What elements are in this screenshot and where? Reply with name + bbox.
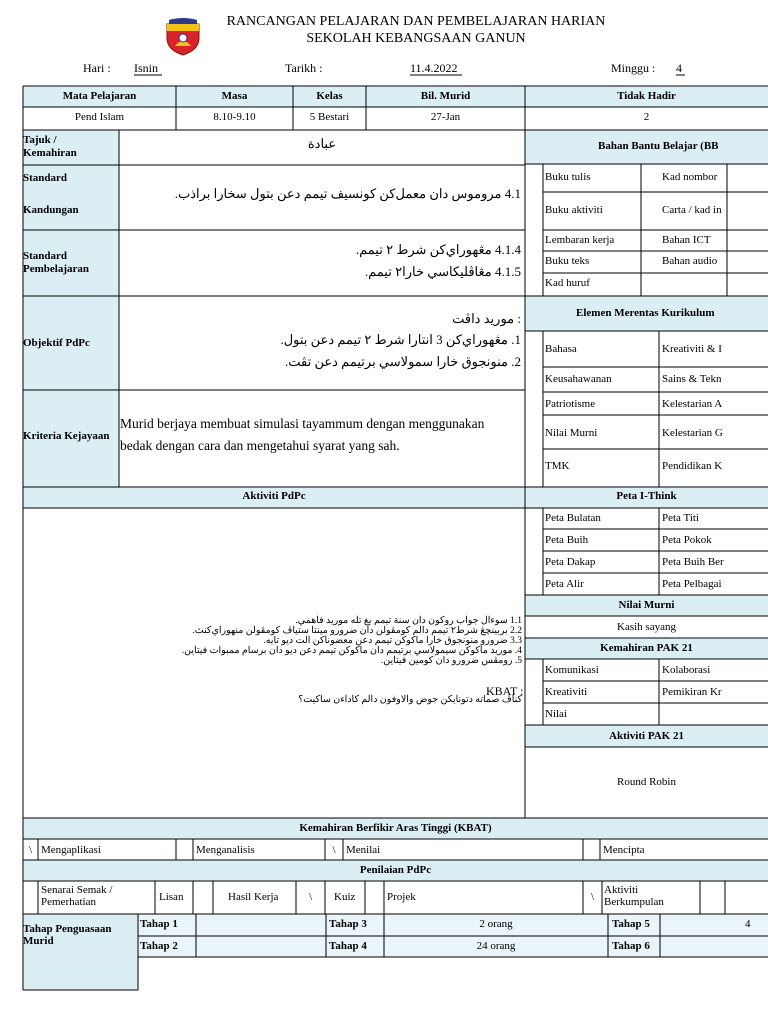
pak21-item[interactable]: Nilai: [545, 708, 567, 720]
tahap-5-value[interactable]: 4: [745, 918, 751, 930]
objektif-line-1[interactable]: 1. مڠهوراي‌كن 3 انتارا شرط ٢ تيمم دعن بتول.: [280, 332, 521, 347]
sp-line-1[interactable]: 4.1.4 مڠهوراي‌كن شرط ٢ تيمم.: [355, 242, 521, 257]
kbat-header: Kemahiran Berfikir Aras Tinggi (KBAT): [299, 822, 492, 834]
list-item[interactable]: 1.1 سوءال جواب روكون دان سنة تيمم يغ تله موريد فاهمي.: [295, 616, 522, 626]
penilaian-mark[interactable]: \: [308, 891, 313, 903]
masa-value[interactable]: 8.10-9.10: [213, 111, 256, 123]
ithink-item[interactable]: Peta Pokok: [662, 534, 712, 546]
kriteria-label: Kriteria Kejayaan: [23, 430, 110, 442]
list-item[interactable]: 2.2 بربينچڠ شرط٢ تيمم دالم كومڤولن دان ضرورو مينتا ستياڤ كومڤولن منهوراي‌كنث.: [192, 626, 522, 636]
col-masa: Masa: [221, 90, 248, 102]
tahap-3-value[interactable]: 2 orang: [479, 918, 513, 930]
tahap-2: Tahap 2: [140, 940, 178, 952]
sp-label-2: Pembelajaran: [23, 263, 89, 275]
penilaian-mark[interactable]: \: [590, 891, 595, 903]
ithink-item[interactable]: Peta Buih Ber: [662, 556, 724, 568]
penilaian-item: Projek: [387, 891, 416, 903]
kbat-mark[interactable]: \: [332, 844, 336, 856]
bbb-item[interactable]: Kad nombor: [662, 171, 718, 183]
pak21-item[interactable]: Kolaborasi: [662, 664, 711, 676]
kbat-mark[interactable]: \: [28, 844, 33, 856]
ithink-item[interactable]: Peta Dakap: [545, 556, 596, 568]
kbat-label: KBAT :: [486, 684, 524, 698]
tahap-1: Tahap 1: [140, 918, 178, 930]
sk-label-1: Standard: [23, 172, 68, 184]
list-item[interactable]: 5. رومڤس ضرورو دان كومين فيتاين.: [380, 656, 522, 666]
aktiviti-header: Aktiviti PdPc: [242, 490, 306, 502]
aktpak-header: Aktiviti PAK 21: [609, 730, 684, 742]
bbb-header: Bahan Bantu Belajar (BB: [598, 140, 719, 152]
ithink-item[interactable]: Peta Titi: [662, 512, 699, 524]
ithink-item[interactable]: Peta Pelbagai: [662, 578, 722, 590]
emk-item[interactable]: Patriotisme: [545, 398, 596, 410]
col-tidak-hadir: Tidak Hadir: [617, 90, 676, 102]
bbb-item[interactable]: Buku teks: [545, 255, 590, 267]
bbb-item[interactable]: Bahan ICT: [662, 234, 711, 246]
emk-item[interactable]: Sains & Tekn: [662, 373, 722, 385]
ithink-item[interactable]: Peta Alir: [545, 578, 584, 590]
tahap-4: Tahap 4: [329, 940, 367, 952]
aktpak-value[interactable]: Round Robin: [617, 776, 676, 788]
sk-label-2: Kandungan: [23, 204, 79, 216]
emk-item[interactable]: Nilai Murni: [545, 427, 598, 439]
penilaian-item: Aktiviti Berkumpulan: [604, 884, 664, 908]
kbat-question[interactable]: كناڤ صماته دتونايكن جوض والاوفون دالم كاداءن ساكيت؟: [298, 695, 522, 705]
tarikh-label: Tarikh :: [285, 61, 323, 75]
tarikh-value[interactable]: 11.4.2022: [410, 61, 458, 75]
kbat-item: Menganalisis: [196, 844, 255, 856]
ithink-header: Peta I-Think: [616, 490, 677, 502]
sp-label-1: Standard: [23, 250, 68, 262]
emk-item[interactable]: Kelestarian G: [662, 427, 723, 439]
list-item[interactable]: 4. موريد ماكوكن سيمولاسي برتيمم دان ماكوكن تيمم دعن ديو دان برسام ممبوات فيتاين.: [181, 646, 522, 656]
penilaian-item: Kuiz: [334, 891, 356, 903]
sk-value[interactable]: 4.1 مروموس دان معمل‌كن كونسيف تيمم دعن بتول سخارا براذب.: [174, 186, 521, 201]
nilai-header: Nilai Murni: [618, 599, 675, 611]
tidak-hadir-value[interactable]: 2: [643, 111, 650, 123]
objektif-line-2[interactable]: 2. منونجوق خارا سمولاسي برتيمم دعن تڤت.: [285, 354, 521, 369]
bil-murid-value[interactable]: 27-Jan: [430, 111, 461, 123]
page-title: RANCANGAN PELAJARAN DAN PEMBELAJARAN HARIAN: [226, 14, 606, 29]
kelas-value[interactable]: 5 Bestari: [309, 111, 350, 123]
tajuk-value[interactable]: عبادة: [307, 136, 337, 151]
emk-item[interactable]: Pendidikan K: [662, 460, 723, 472]
minggu-label: Minggu :: [611, 61, 656, 75]
objektif-line-0[interactable]: : موريد داڤت: [452, 311, 521, 326]
emk-item[interactable]: TMK: [545, 460, 570, 472]
bbb-item[interactable]: Buku aktiviti: [545, 204, 603, 216]
hari-label: Hari :: [83, 61, 111, 75]
bbb-item[interactable]: Carta / kad in: [662, 204, 722, 216]
col-bil-murid: Bil. Murid: [420, 90, 471, 102]
tajuk-label-1: Tajuk /: [23, 134, 57, 146]
col-kelas: Kelas: [316, 90, 343, 102]
hari-value[interactable]: Isnin: [134, 61, 158, 75]
mata-pelajaran-value[interactable]: Pend Islam: [74, 111, 125, 123]
penilaian-header: Penilaian PdPc: [359, 864, 432, 876]
kriteria-line-2[interactable]: bedak dengan cara dan mengetahui syarat yang sah.: [120, 438, 400, 453]
list-item[interactable]: 3.3 ضرورو منونجوق خارا ماكوكن تيمم دعن معضوناكن الت ديو تايه.: [263, 636, 522, 646]
ithink-item[interactable]: Peta Bulatan: [545, 512, 601, 524]
tajuk-label-2: Kemahiran: [23, 147, 77, 159]
tahap-5: Tahap 5: [612, 918, 650, 930]
minggu-value[interactable]: 4: [676, 61, 682, 75]
bbb-item[interactable]: Lembaran kerja: [545, 234, 615, 246]
col-mata-pelajaran: Mata Pelajaran: [62, 90, 137, 102]
tahap-6: Tahap 6: [612, 940, 650, 952]
pak21-item[interactable]: Pemikiran Kr: [662, 686, 722, 698]
tahap-label: Tahap Penguasaan Murid: [23, 923, 112, 947]
penilaian-item: Hasil Kerja: [228, 891, 279, 903]
sp-line-2[interactable]: 4.1.5 مڠاڤليكاسي خارا٢ تيمم.: [364, 264, 521, 279]
emk-item[interactable]: Bahasa: [545, 343, 577, 355]
pak21-item[interactable]: Kreativiti: [545, 686, 588, 698]
kriteria-line-1[interactable]: Murid berjaya membuat simulasi tayammum dengan menggunakan: [120, 416, 485, 431]
bbb-item[interactable]: Kad huruf: [545, 277, 590, 289]
tahap-3: Tahap 3: [329, 918, 367, 930]
bbb-item[interactable]: Buku tulis: [545, 171, 591, 183]
tahap-4-value[interactable]: 24 orang: [476, 940, 516, 952]
emk-item[interactable]: Keusahawanan: [545, 373, 612, 385]
kbat-item: Mengaplikasi: [41, 844, 101, 856]
school-name: SEKOLAH KEBANGSAAN GANUN: [306, 31, 526, 46]
emk-item[interactable]: Kelestarian A: [662, 398, 723, 410]
bbb-item[interactable]: Bahan audio: [662, 255, 718, 267]
kbat-item: Menilai: [346, 844, 381, 856]
pak21-item[interactable]: Komunikasi: [545, 664, 599, 676]
penilaian-item: Lisan: [159, 891, 184, 903]
pak21-header: Kemahiran PAK 21: [600, 642, 693, 654]
emk-item[interactable]: Kreativiti & I: [662, 343, 722, 355]
ithink-item[interactable]: Peta Buih: [545, 534, 589, 546]
emk-header: Elemen Merentas Kurikulum: [576, 307, 715, 319]
penilaian-item: Senarai Semak / Pemerhatian: [41, 884, 113, 908]
nilai-value[interactable]: Kasih sayang: [617, 621, 676, 633]
kbat-item: Mencipta: [603, 844, 645, 856]
aktiviti-list: [150, 616, 522, 666]
objektif-label: Objektif PdPc: [23, 337, 90, 349]
